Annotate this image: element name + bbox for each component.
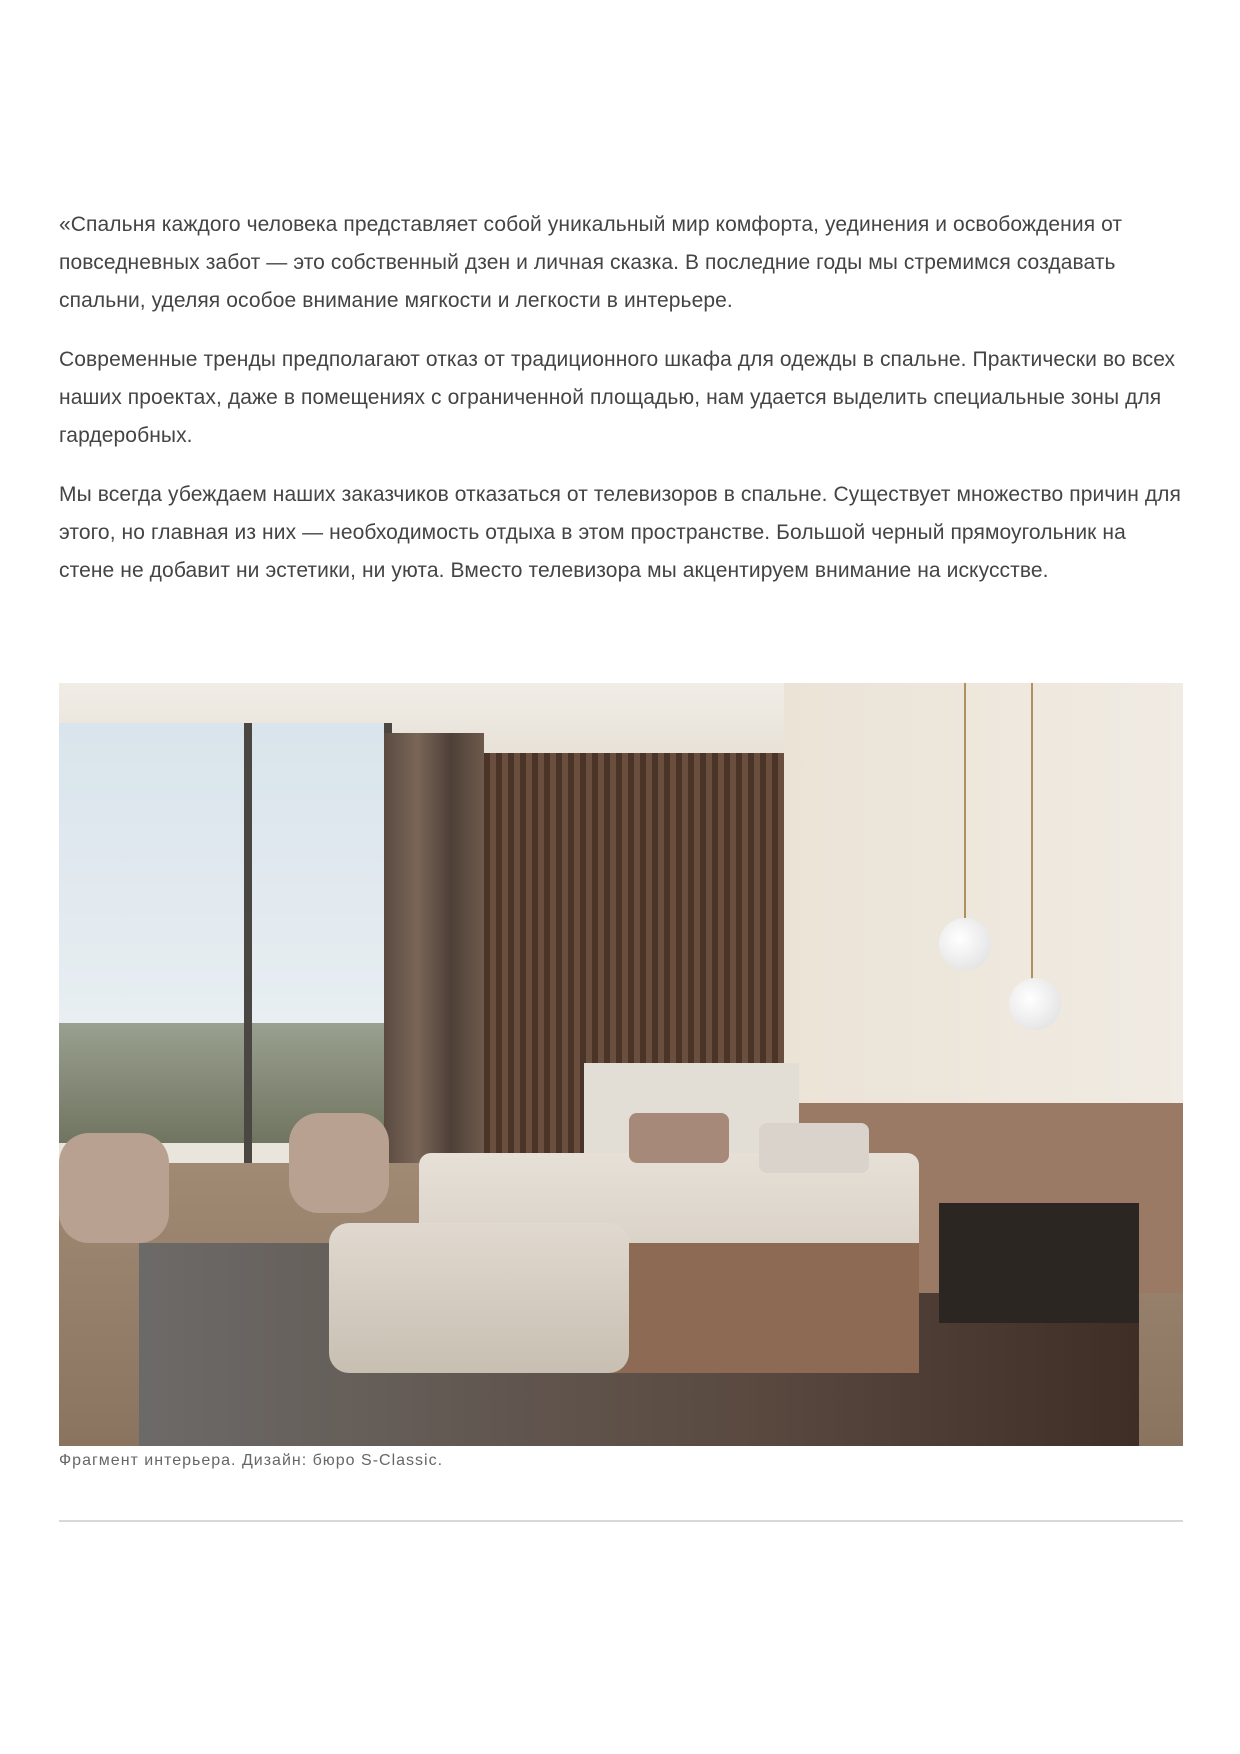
bedroom-interior-photo xyxy=(59,683,1183,1446)
paragraph: «Спальня каждого человека представляет собой уникальный мир комфорта, уединения и освобождения от повседневных забот — это собственный дзен и личная сказка. В последние годы мы стремимся создавать спальни, уделяя особое внимание мягкости и легкости в интерьере. xyxy=(59,213,1123,312)
paragraph: Современные тренды предполагают отказ от традиционного шкафа для одежды в спальне. Практически во всех наших проектах, даже в помещениях с ограниченной площадью, нам удается выделить специальные зоны для гардеробных. xyxy=(59,348,1176,447)
paragraph: Мы всегда убеждаем наших заказчиков отказаться от телевизоров в спальне. Существует множество причин для этого, но главная из них — необходимость отдыха в этом пространстве. Большой черный прямоугольник на стене не добавит ни эстетики, ни уюта. Вместо телевизора мы акцентируем внимание на искусстве. xyxy=(59,483,1182,582)
divider xyxy=(59,1520,1183,1522)
article-body xyxy=(59,206,1183,611)
photo-caption: Фрагмент интерьера. Дизайн: бюро S-Classic. xyxy=(59,1452,444,1469)
